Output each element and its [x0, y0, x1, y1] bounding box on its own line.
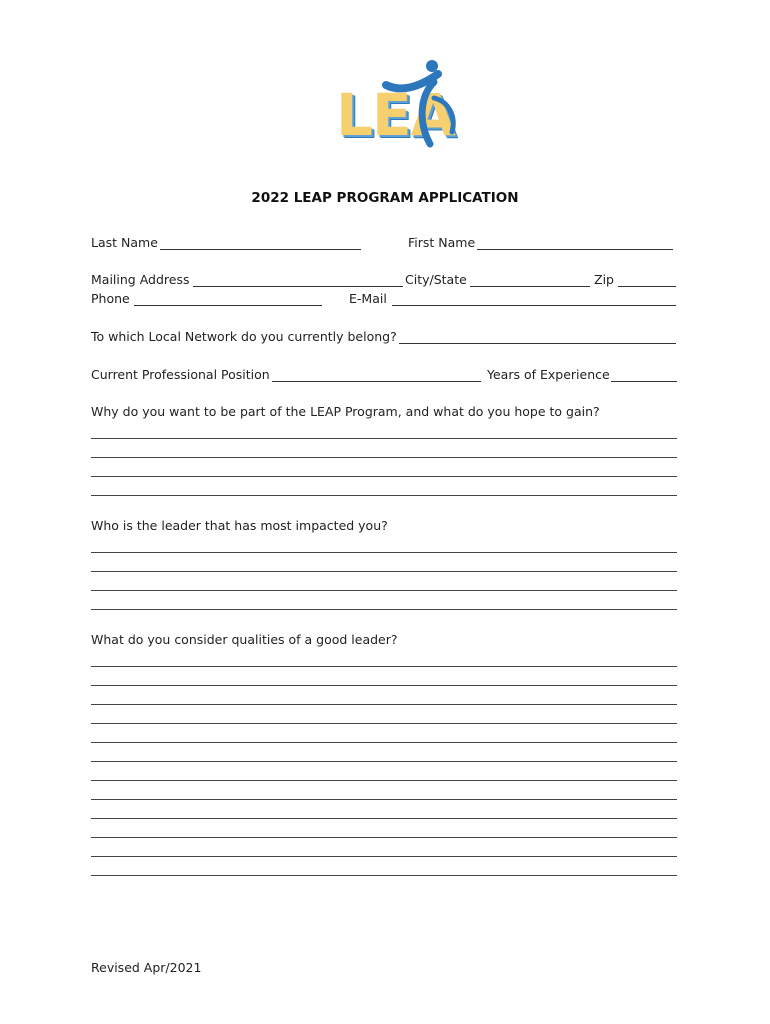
last-name-label: Last Name	[91, 235, 158, 250]
local-network-field[interactable]	[399, 343, 676, 344]
phone-field[interactable]	[134, 305, 322, 306]
years-experience-field[interactable]	[611, 381, 677, 382]
professional-position-label: Current Professional Position	[91, 367, 270, 382]
mailing-address-label: Mailing Address	[91, 272, 190, 287]
question-leader-impact: Who is the leader that has most impacted you?	[91, 518, 388, 533]
first-name-label: First Name	[408, 235, 476, 250]
answer-line[interactable]	[91, 438, 677, 439]
professional-position-field[interactable]	[272, 381, 481, 382]
email-label: E-Mail	[349, 291, 387, 306]
answer-line[interactable]	[91, 875, 677, 876]
question-why-join: Why do you want to be part of the LEAP Program, and what do you hope to gain?	[91, 404, 600, 419]
answer-line[interactable]	[91, 590, 677, 591]
answer-line[interactable]	[91, 799, 677, 800]
answer-line[interactable]	[91, 837, 677, 838]
answer-line[interactable]	[91, 780, 677, 781]
logo-text: LEA	[336, 81, 455, 149]
zip-field[interactable]	[618, 286, 676, 287]
answer-line[interactable]	[91, 685, 677, 686]
city-state-field[interactable]	[470, 286, 590, 287]
answer-line[interactable]	[91, 856, 677, 857]
local-network-label: To which Local Network do you currently belong?	[91, 329, 397, 344]
answer-line[interactable]	[91, 742, 677, 743]
answer-line[interactable]	[91, 457, 677, 458]
answer-line[interactable]	[91, 571, 677, 572]
last-name-field[interactable]	[160, 249, 361, 250]
zip-label: Zip	[594, 272, 614, 287]
answer-line[interactable]	[91, 495, 677, 496]
revision-note: Revised Apr/2021	[91, 960, 202, 975]
city-state-label: City/State	[405, 272, 467, 287]
answer-line[interactable]	[91, 552, 677, 553]
first-name-field[interactable]	[477, 249, 673, 250]
years-experience-label: Years of Experience	[487, 367, 610, 382]
email-field[interactable]	[392, 305, 676, 306]
answer-line[interactable]	[91, 723, 677, 724]
mailing-address-field[interactable]	[193, 286, 403, 287]
form-title: 2022 LEAP PROGRAM APPLICATION	[251, 190, 519, 206]
phone-label: Phone	[91, 291, 130, 306]
answer-line[interactable]	[91, 761, 677, 762]
leap-logo	[334, 52, 460, 156]
question-leader-qualities: What do you consider qualities of a good leader?	[91, 632, 398, 647]
answer-line[interactable]	[91, 818, 677, 819]
answer-line[interactable]	[91, 666, 677, 667]
answer-line[interactable]	[91, 476, 677, 477]
answer-line[interactable]	[91, 704, 677, 705]
leaping-figure-icon	[334, 52, 460, 156]
answer-line[interactable]	[91, 609, 677, 610]
